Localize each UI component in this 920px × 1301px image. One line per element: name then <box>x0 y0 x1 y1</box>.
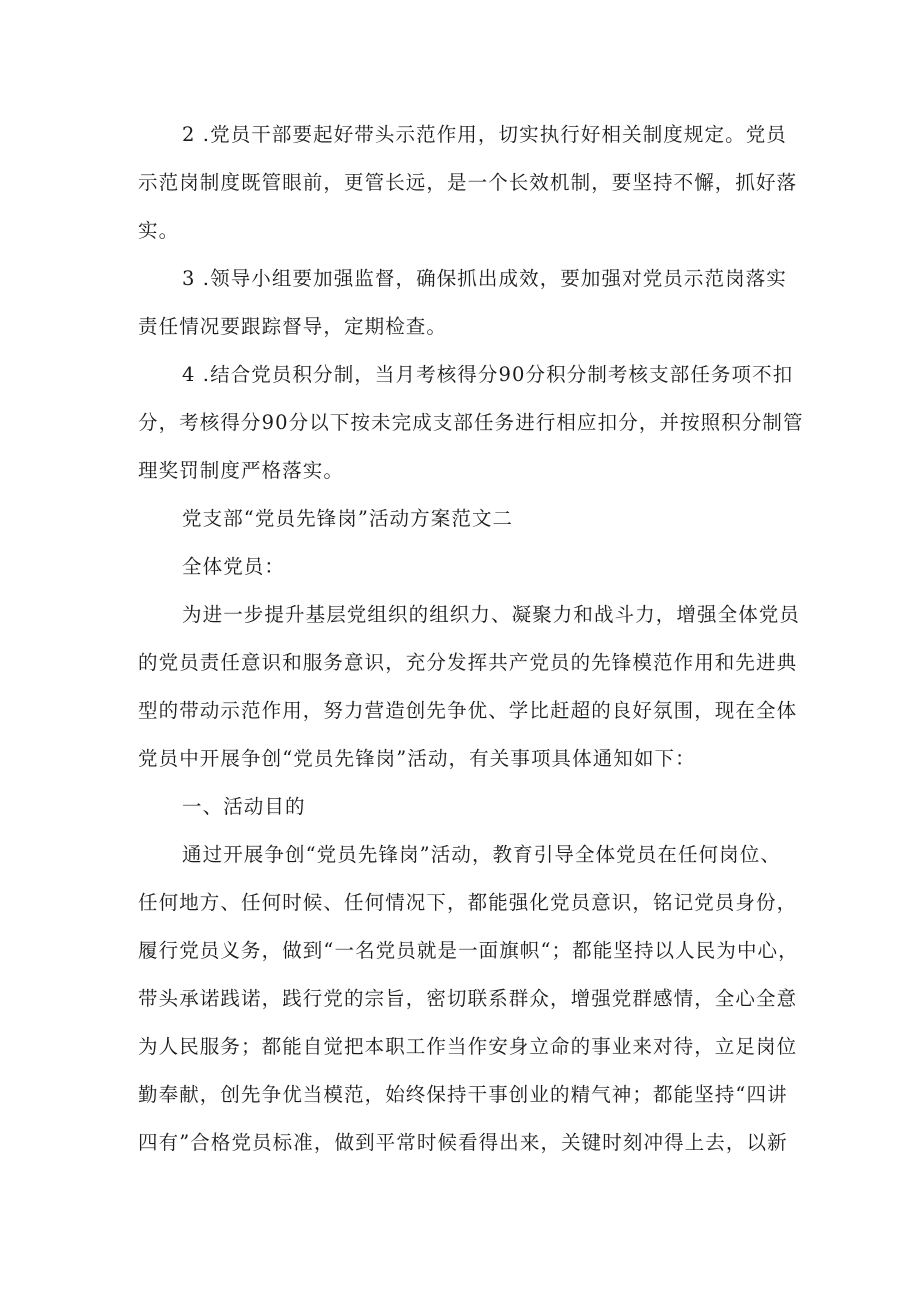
subsection-heading: 一、活动目的 <box>182 795 306 818</box>
text-line: 为人民服务；都能自觉把本职工作当作安身立命的事业来对待，立足岗位 <box>138 1035 798 1058</box>
text-line: 党员中开展争创“党员先锋岗”活动，有关事项具体通知如下： <box>138 747 696 770</box>
text-line: 为进一步提升基层党组织的组织力、凝聚力和战斗力，增强全体党员 <box>182 603 801 626</box>
text-line: 的党员责任意识和服务意识，充分发挥共产党员的先锋模范作用和先进典 <box>138 651 798 674</box>
text-line: 实。 <box>138 219 180 242</box>
text-line: 理奖罚制度严格落实。 <box>138 459 345 482</box>
text-line: 4 .结合党员积分制，当月考核得分90分积分制考核支部任务项不扣 <box>182 363 794 386</box>
text-line: 分，考核得分90分以下按未完成支部任务进行相应扣分，并按照积分制管 <box>138 411 804 434</box>
text-line: 通过开展争创“党员先锋岗”活动，教育引导全体党员在任何岗位、 <box>182 843 781 866</box>
salutation: 全体党员： <box>182 555 286 578</box>
text-line: 责任情况要跟踪督导，定期检查。 <box>138 315 448 338</box>
text-line: 3 .领导小组要加强监督，确保抓出成效，要加强对党员示范岗落实 <box>182 267 787 290</box>
text-line: 带头承诺践诺，践行党的宗旨，密切联系群众，增强党群感情，全心全意 <box>138 987 798 1010</box>
text-line: 2 .党员干部要起好带头示范作用，切实执行好相关制度规定。党员 <box>182 123 787 146</box>
text-line: 履行党员义务，做到“一名党员就是一面旗帜“；都能坚持以人民为中心， <box>138 939 799 962</box>
text-line: 任何地方、任何时候、任何情况下，都能强化党员意识，铭记党员身份， <box>138 891 798 914</box>
section-heading: 党支部“党员先锋岗”活动方案范文二 <box>182 507 514 530</box>
text-line: 型的带动示范作用，努力营造创先争优、学比赶超的良好氛围，现在全体 <box>138 699 798 722</box>
text-line: 勤奉献，创先争优当模范，始终保持干事创业的精气神；都能坚持“四讲 <box>138 1083 788 1106</box>
text-line: 示范岗制度既管眼前，更管长远，是一个长效机制，要坚持不懈，抓好落 <box>138 171 798 194</box>
text-line: 四有”合格党员标准，做到平常时候看得出来，关键时刻冲得上去，以新 <box>138 1131 788 1154</box>
